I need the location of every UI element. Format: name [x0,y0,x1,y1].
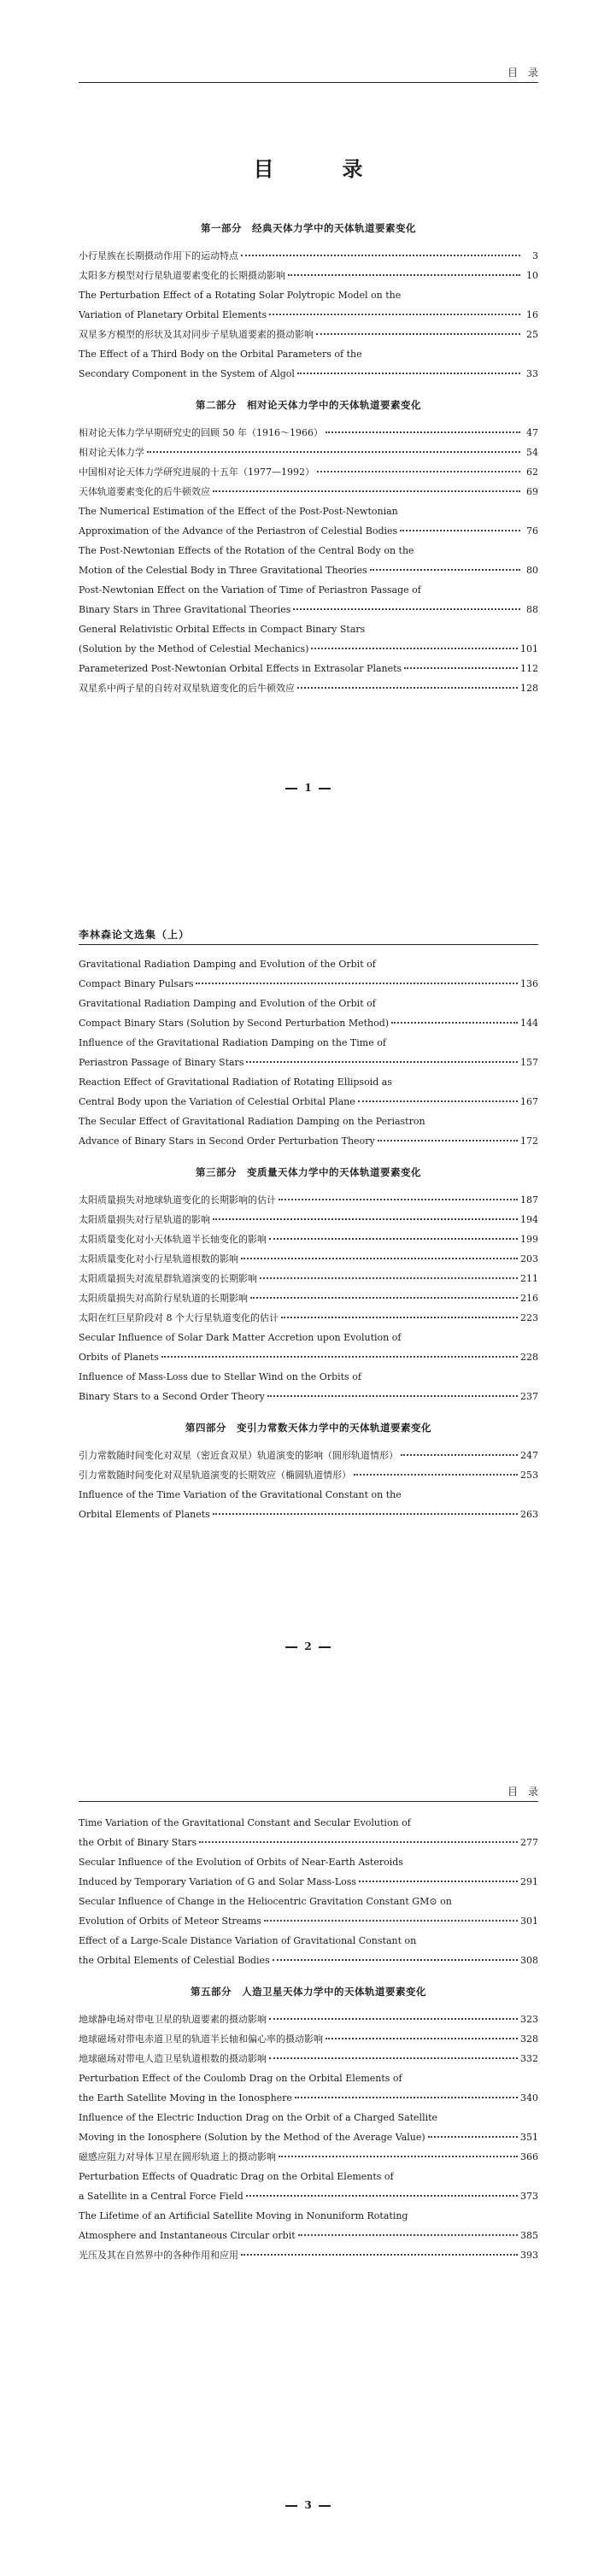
toc-entry-title: 太阳质量损失对地球轨道变化的长期影响的估计 [79,1194,276,1206]
toc-entry-title-line: General Relativistic Orbital Effects in Compact Binary Stars [79,624,366,635]
dot-leader [269,1237,518,1240]
toc-entry-page: 228 [520,1352,538,1363]
toc-entry-page: 144 [520,1018,538,1029]
toc-entry [79,1911,538,1931]
toc-entry-page: 277 [520,1837,538,1848]
page-number [0,2499,616,2511]
toc-entry [79,1446,538,1465]
dot-leader [400,529,520,531]
dot-leader [354,1473,518,1476]
toc-entry-title-line: Influence of the Gravitational Radiation Damping on the Time of [79,1037,386,1048]
toc-entry-title: (Solution by the Method of Celestial Mechanics) [79,643,309,654]
dot-leader [241,2253,518,2256]
toc-entry-title: Evolution of Orbits of Meteor Streams [79,1916,261,1927]
toc-list [79,215,538,707]
toc-entry-title: 太阳多方模型对行星轨道要素变化的长期摄动影响 [79,270,285,281]
toc-entry-page: 80 [526,565,538,576]
toc-entry-title: 地球磁场对带电赤道卫星的轨道半长轴和偏心率的摄动影响 [79,2033,323,2045]
toc-entry-title: 天体轨道要素变化的后牛顿效应 [79,486,210,497]
dot-leader [401,1453,518,1456]
toc-entry [79,521,538,541]
toc-entry-title: 光压及其在自然界中的各种作用和应用 [79,2250,238,2261]
toc-entry [79,1249,538,1269]
toc-entry-title-line: Secular Influence of Change in the Heliocentric Gravitation Constant GM⊙ on [79,1896,452,1907]
toc-entry-page: 223 [520,1312,538,1323]
toc-entry-page: 393 [520,2250,538,2261]
toc-entry-title: Moving in the Ionosphere (Solution by the Method of the Average Value) [79,2132,425,2143]
toc-entry-page: 172 [520,1135,538,1147]
toc-entry [79,2049,538,2068]
toc-entry-page: 157 [520,1057,538,1068]
toc-entry [79,246,538,266]
toc-entry-title: 太阳质量变化对小天体轨道半长轴变化的影响 [79,1234,267,1245]
toc-entry [79,1951,538,1970]
dot-leader [264,1919,518,1922]
toc-entry [79,678,538,698]
toc-entry [79,1872,538,1892]
toc-entry-title-line: Influence of Mass-Loss due to Stellar Wind on the Orbits of [79,1371,361,1382]
toc-entry [79,1833,538,1852]
dot-leader [391,1021,518,1024]
toc-entry-page: 194 [520,1214,538,1225]
toc-entry [79,659,538,678]
dot-leader [404,666,518,669]
toc-entry-page: 211 [520,1273,538,1284]
dot-leader [317,470,520,472]
page-title: 目 录 [253,156,387,181]
toc-entry [79,1505,538,1524]
dot-leader [246,2194,518,2197]
toc-entry-title-line: The Lifetime of an Artificial Satellite Moving in Nonuniform Rotating [79,2210,408,2221]
dot-leader [273,1958,518,1961]
toc-entry [79,462,538,482]
toc-entry [79,482,538,502]
toc-entry [79,1013,538,1033]
dot-leader [359,1880,518,1882]
toc-entry-title: 地球磁场对带电人造卫星轨道根数的摄动影响 [79,2053,267,2064]
toc-entry-title: Advance of Binary Stars in Second Order Perturbation Theory [79,1135,375,1147]
toc-entry-title: 磁感应阻力对导体卫星在圆形轨道上的摄动影响 [79,2151,276,2162]
toc-entry [79,2127,538,2147]
dot-leader [428,2135,518,2138]
toc-entry-title: Motion of the Celestial Body in Three Gravitational Theories [79,565,367,576]
toc-entry-page: 199 [520,1234,538,1245]
toc-entry-title: Parameterized Post-Newtonian Orbital Effects in Extrasolar Planets [79,663,402,674]
toc-entry [79,1092,538,1112]
toc-entry-title: 太阳质量变化对小行星轨道根数的影响 [79,1253,238,1265]
toc-entry [79,2147,538,2167]
dot-leader [326,2037,518,2039]
dot-leader [298,2233,518,2236]
section-heading: 第一部分 经典天体力学中的天体轨道要素变化 [201,222,416,234]
dot-leader [213,1512,518,1515]
toc-entry-title: the Earth Satellite Moving in the Ionosphere [79,2092,292,2104]
toc-entry-page: 253 [520,1470,538,1481]
toc-entry-page: 88 [526,604,538,615]
toc-entry-page: 136 [520,978,538,989]
toc-entry-page: 167 [520,1096,538,1107]
toc-entry-page: 323 [520,2014,538,2025]
running-header-text: 目 录 [507,67,538,79]
toc-entry [79,2245,538,2265]
toc-entry [79,2226,538,2245]
dot-leader [269,313,520,315]
toc-entry-title-line: The Perturbation Effect of a Rotating Solar Polytropic Model on the [79,290,402,301]
toc-entry-title: 太阳质量损失对高阶行星轨道的长期影响 [79,1293,248,1304]
dot-leader [295,2096,518,2098]
dot-leader [241,1257,518,1259]
toc-entry-page: 385 [520,2230,538,2241]
toc-entry [79,1131,538,1151]
toc-entry-page: 47 [526,427,538,438]
page-number [0,782,616,794]
toc-entry [79,639,538,659]
toc-entry-title: Variation of Planetary Orbital Elements [79,309,267,320]
toc-entry-title-line: Perturbation Effects of Quadratic Drag on the Orbital Elements of [79,2171,394,2182]
dot-leader [246,1060,518,1063]
toc-entry-page: 54 [526,447,538,458]
toc-entry-page: 247 [520,1450,538,1461]
toc-entry [79,443,538,462]
toc-entry [79,1053,538,1072]
toc-entry-page: 128 [520,683,538,694]
toc-entry-page: 16 [526,309,538,320]
dot-leader [311,647,518,649]
toc-page-3 [0,1717,616,2576]
toc-entry-title-line: Post-Newtonian Effect on the Variation of Time of Periastron Passage of [79,584,421,596]
dot-leader [260,1276,518,1279]
toc-entry [79,364,538,384]
toc-entry-page: 366 [520,2151,538,2162]
toc-entry [79,1190,538,1210]
toc-list [79,954,538,1533]
section-heading: 第三部分 变质量天体力学中的天体轨道要素变化 [196,1166,421,1178]
toc-entry-title-line: Secular Influence of the Evolution of Orbits of Near-Earth Asteroids [79,1857,403,1868]
toc-entry-page: 69 [526,486,538,497]
toc-entry-page: 340 [520,2092,538,2104]
toc-entry-title: the Orbit of Binary Stars [79,1837,197,1848]
toc-entry [79,974,538,994]
dot-leader [316,332,520,335]
dot-leader [196,982,518,984]
dot-leader [213,490,520,492]
dot-leader [199,1840,518,1843]
dot-leader [161,1355,518,1358]
dot-leader [147,450,520,453]
toc-entry [79,2029,538,2049]
running-header [79,1784,538,1802]
toc-entry-title: 太阳质量损失对行星轨道的影响 [79,1214,210,1225]
toc-entry-page: 332 [520,2053,538,2064]
toc-entry-page: 101 [520,643,538,654]
toc-entry-title-line: Gravitational Radiation Damping and Evolution of the Orbit of [79,959,376,970]
toc-entry-title: 太阳在红巨星阶段对 8 个大行星轨道变化的估计 [79,1312,279,1323]
toc-entry-title-line: Time Variation of the Gravitational Constant and Secular Evolution of [79,1817,411,1828]
toc-entry-title: Orbits of Planets [79,1352,159,1363]
toc-entry-page: 203 [520,1253,538,1265]
page-number-text: 1 [304,782,312,794]
toc-entry [79,2088,538,2108]
toc-entry-page: 301 [520,1916,538,1927]
toc-entry-title: Approximation of the Advance of the Periastron of Celestial Bodies [79,525,398,537]
toc-entry-title: 双星系中两子星的自转对双星轨道变化的后牛顿效应 [79,683,295,694]
toc-entry-title-line: Secular Influence of Solar Dark Matter Accretion upon Evolution of [79,1332,402,1343]
dot-leader [288,273,520,276]
toc-entry [79,2010,538,2029]
toc-entry-title: 双星多方模型的形状及其对同步子星轨道要素的摄动影响 [79,329,314,340]
toc-entry-page: 373 [520,2191,538,2202]
toc-entry-title: 地球静电场对带电卫星的轨道要素的摄动影响 [79,2014,267,2025]
toc-entry [79,1347,538,1367]
toc-list [79,1813,538,2274]
toc-entry-page: 3 [532,250,538,261]
toc-entry [79,1288,538,1308]
toc-entry-title-line: The Post-Newtonian Effects of the Rotation of the Central Body on the [79,545,414,556]
toc-entry-title: 相对论天体力学 [79,447,144,458]
toc-entry [79,423,538,443]
toc-entry-page: 237 [520,1391,538,1402]
toc-entry-title: 中国相对论天体力学研究进展的十五年（1977—1992） [79,466,314,478]
toc-entry [79,1269,538,1288]
toc-entry [79,1308,538,1328]
toc-entry-title: Periastron Passage of Binary Stars [79,1057,244,1068]
toc-entry-title: Binary Stars to a Second Order Theory [79,1391,265,1402]
toc-entry-title-line: Effect of a Large-Scale Distance Variation of Gravitational Constant on [79,1935,417,1946]
dot-leader [250,1296,518,1299]
toc-entry [79,2186,538,2206]
toc-entry-page: 62 [526,466,538,478]
running-header [79,927,538,945]
dot-leader [213,1218,518,1220]
toc-entry-title: Secondary Component in the System of Algol [79,368,295,379]
toc-entry [79,560,538,580]
dot-leader [279,2155,518,2157]
toc-entry-title: 太阳质量损失对流星群轨道演变的长期影响 [79,1273,257,1284]
toc-entry [79,1465,538,1485]
toc-entry [79,1229,538,1249]
running-header-text: 李林森论文选集（上） [79,929,191,941]
section-heading: 第五部分 人造卫星天体力学中的天体轨道要素变化 [191,1986,426,1998]
toc-entry [79,266,538,285]
toc-entry-title-line: Reaction Effect of Gravitational Radiation of Rotating Ellipsoid as [79,1077,392,1088]
toc-entry-title: Compact Binary Stars (Solution by Second Perturbation Method) [79,1018,390,1029]
toc-entry-page: 291 [520,1876,538,1887]
toc-entry-title-line: Influence of the Time Variation of the Gravitational Constant on the [79,1489,402,1500]
section-heading: 第二部分 相对论天体力学中的天体轨道要素变化 [196,399,421,411]
toc-entry [79,600,538,619]
dot-leader [358,1100,518,1102]
toc-entry-page: 76 [526,525,538,537]
toc-entry-page: 216 [520,1293,538,1304]
toc-entry-title-line: The Secular Effect of Gravitational Radiation Damping on the Periastron [79,1116,425,1127]
toc-entry-title-line: The Effect of a Third Body on the Orbital Parameters of the [79,349,362,360]
running-header-text: 目 录 [507,1786,538,1798]
toc-entry-title-line: Gravitational Radiation Damping and Evolution of the Orbit of [79,998,376,1009]
toc-entry-page: 10 [526,270,538,281]
toc-entry-title-line: The Numerical Estimation of the Effect of the Post-Post-Newtonian [79,506,398,517]
page-number-text: 2 [304,1640,312,1652]
toc-entry-page: 308 [520,1955,538,1966]
dot-leader [293,607,520,610]
dot-leader [378,1139,518,1141]
toc-entry-title: 引力常数随时间变化对双星轨道演变的长期效应（椭圆轨道情形） [79,1470,351,1481]
dot-leader [279,1198,518,1200]
toc-entry-title: Atmosphere and Instantaneous Circular orbit [79,2230,296,2241]
toc-entry-page: 25 [526,329,538,340]
toc-entry-title: Central Body upon the Variation of Celestial Orbital Plane [79,1096,355,1107]
dot-leader [267,1394,518,1397]
section-heading: 第四部分 变引力常数天体力学中的天体轨道要素变化 [185,1422,431,1434]
page-number-text: 3 [304,2499,312,2511]
dot-leader [269,2017,518,2020]
toc-page-1 [0,0,616,859]
running-header [79,65,538,83]
toc-entry-page: 112 [520,663,538,674]
toc-entry-title: 引力常数随时间变化对双星（密近食双星）轨道演变的影响（圆形轨道情形） [79,1450,398,1461]
toc-entry [79,305,538,325]
dot-leader [370,568,520,571]
toc-entry-page: 351 [520,2132,538,2143]
toc-entry-page: 33 [526,368,538,379]
toc-entry-title: Binary Stars in Three Gravitational Theories [79,604,291,615]
dot-leader [269,2057,518,2059]
toc-entry-title-line: Influence of the Electric Induction Drag on the Orbit of a Charged Satellite [79,2112,438,2123]
page-number [0,1640,616,1652]
toc-entry-title: a Satellite in a Central Force Field [79,2191,243,2202]
toc-entry-title: 小行星族在长期摄动作用下的运动特点 [79,250,238,261]
toc-entry-title: Induced by Temporary Variation of G and Solar Mass-Loss [79,1876,357,1887]
toc-entry-title: 相对论天体力学早期研究史的回顾 50 年（1916～1966） [79,427,323,438]
toc-entry-page: 328 [520,2033,538,2045]
dot-leader [281,1316,518,1318]
toc-entry-title: the Orbital Elements of Celestial Bodies [79,1955,270,1966]
dot-leader [241,254,520,256]
toc-entry-title-line: Perturbation Effect of the Coulomb Drag on the Orbital Elements of [79,2073,402,2084]
dot-leader [297,686,518,689]
dot-leader [326,431,520,433]
toc-entry-title: Orbital Elements of Planets [79,1509,210,1520]
toc-entry [79,1387,538,1406]
toc-page-2 [0,859,616,1717]
toc-entry [79,1210,538,1229]
toc-entry-page: 187 [520,1194,538,1206]
toc-entry-title: Compact Binary Pulsars [79,978,194,989]
toc-entry [79,325,538,344]
dot-leader [297,372,520,374]
toc-entry-page: 263 [520,1509,538,1520]
